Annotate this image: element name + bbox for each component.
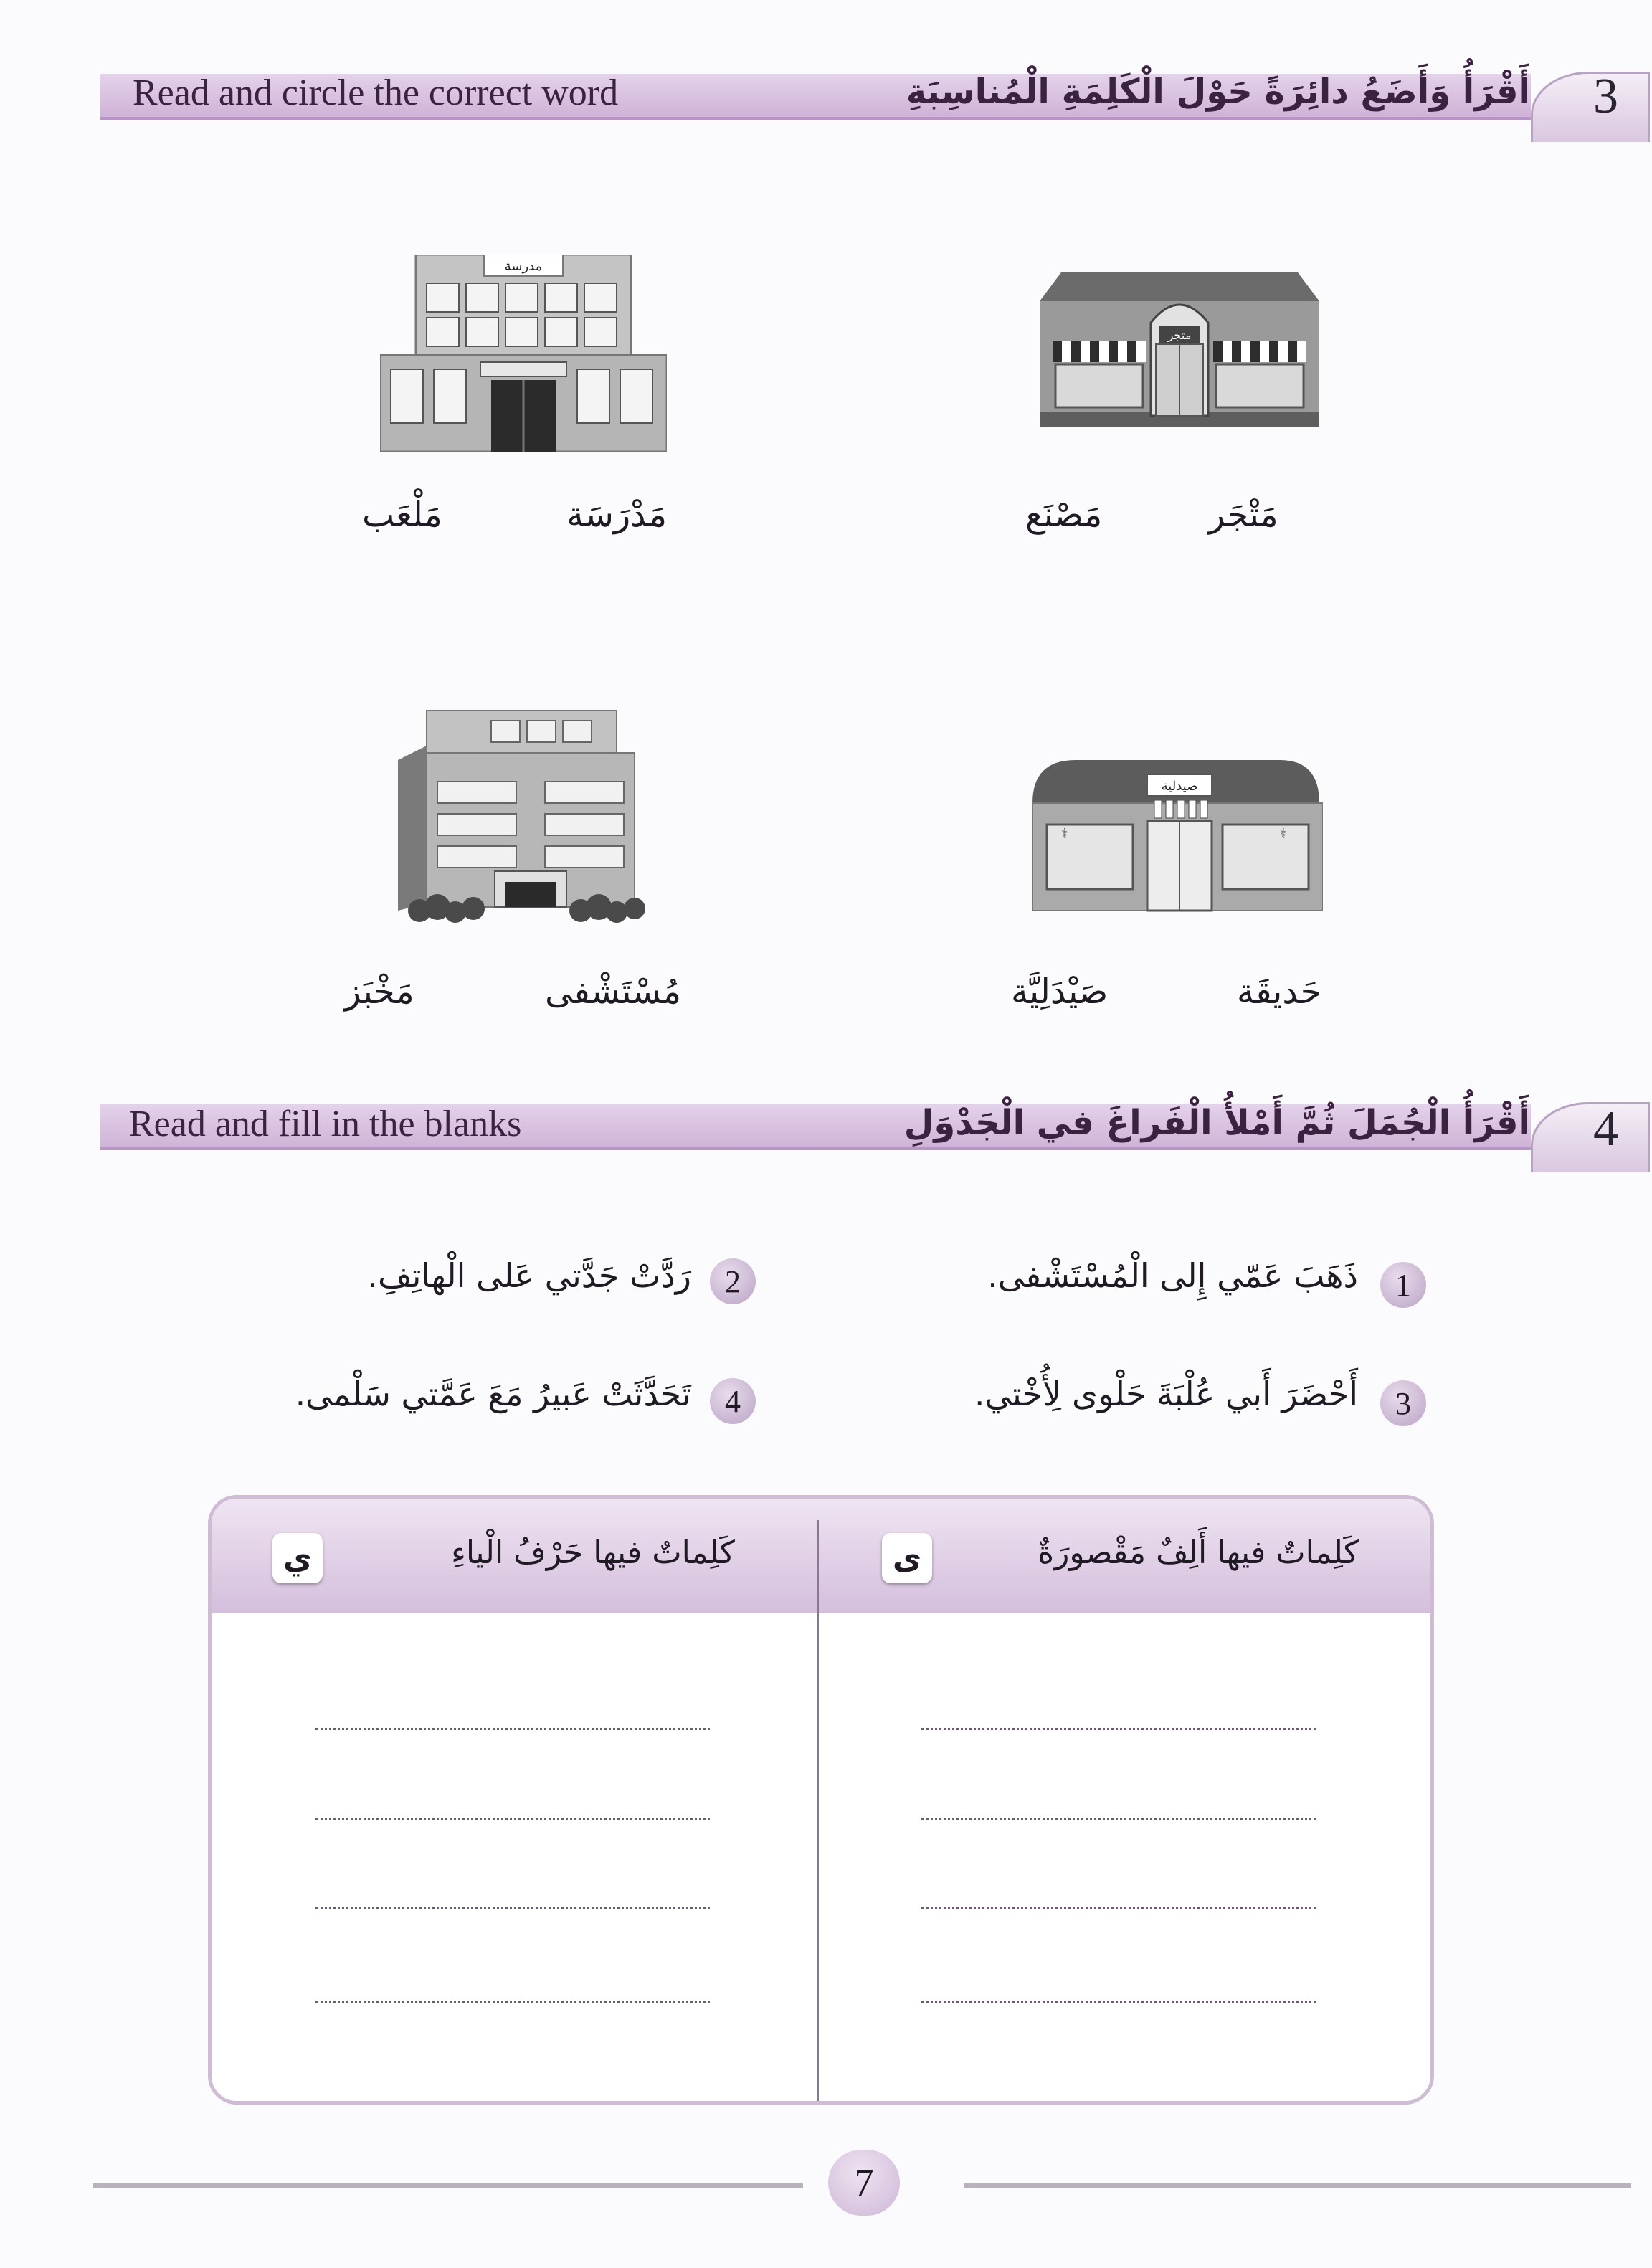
school-image [380, 255, 667, 452]
sentence-number-badge: 4 [710, 1378, 756, 1424]
section-4-number: 4 [1593, 1101, 1618, 1157]
word-option[interactable]: مَصْنَع [1025, 495, 1103, 535]
answer-blank[interactable] [921, 1818, 1316, 1820]
sentence-1: ذَهَبَ عَمّي إِلى الْمُسْتَشْفى. [987, 1256, 1358, 1295]
answer-table [208, 1495, 1434, 2105]
word-option[interactable]: مَلْعَب [362, 495, 442, 535]
store-sign: متجر [1167, 328, 1192, 342]
sentence-4: تَحَدَّثَتْ عَبيرُ مَعَ عَمَّتي سَلْمى. [295, 1375, 691, 1413]
sentence-2: رَدَّتْ جَدَّتي عَلى الْهاتِفِ. [367, 1256, 691, 1295]
sentence-number-badge: 3 [1380, 1380, 1426, 1426]
answer-blank[interactable] [315, 1818, 710, 1820]
answer-blank[interactable] [921, 1907, 1316, 1909]
word-option[interactable]: صَيْدَلِيَّة [1011, 972, 1109, 1012]
sentence-number-badge: 1 [1380, 1262, 1426, 1308]
section-3-number: 3 [1593, 69, 1618, 124]
page-number: 7 [828, 2150, 900, 2216]
word-option[interactable]: مَخْبَز [344, 972, 414, 1012]
section-3-title-ar: أَقْرَأُ وَأَضَعُ دائِرَةً حَوْلَ الْكَلِمَةِ الْمُناسِبَةِ [906, 72, 1530, 112]
answer-blank[interactable] [921, 2001, 1316, 2003]
footer-line-left [93, 2183, 803, 2188]
pharmacy-sign: صيدلية [1161, 779, 1198, 794]
answer-blank[interactable] [315, 1728, 710, 1730]
store-image [1032, 272, 1326, 430]
word-option[interactable]: حَديقَة [1237, 972, 1322, 1012]
section-4-title-en: Read and fill in the blanks [129, 1104, 522, 1144]
word-option[interactable]: مَتْجَر [1208, 495, 1278, 535]
column-title-yaa: كَلِماتٌ فيها حَرْفُ الْياءِ [451, 1534, 735, 1571]
svg-text:⚕: ⚕ [1061, 826, 1068, 841]
column-title-alif-maqsura: كَلِماتٌ فيها أَلِفٌ مَقْصورَةٌ [1038, 1534, 1359, 1571]
footer-line-right [964, 2183, 1631, 2188]
sentence-3: أَحْضَرَ أَبي عُلْبَةَ حَلْوى لِأُخْتي. [974, 1375, 1358, 1413]
svg-text:⚕: ⚕ [1280, 826, 1287, 841]
section-4-title-ar: أَقْرَأُ الْجُمَلَ ثُمَّ أَمْلأُ الْفَراغَ في الْجَدْوَلِ [903, 1103, 1530, 1143]
answer-blank[interactable] [921, 1728, 1316, 1730]
word-option[interactable]: مُسْتَشْفى [545, 972, 682, 1012]
section-3-title-en: Read and circle the correct word [133, 72, 619, 113]
school-sign: مدرسة [504, 259, 543, 274]
column-divider [817, 1520, 819, 2101]
section-4-tab [1531, 1102, 1650, 1172]
sentence-number-badge: 2 [710, 1258, 756, 1304]
pharmacy-image [1032, 753, 1323, 914]
letter-box-yaa: ي [272, 1533, 323, 1583]
answer-blank[interactable] [315, 1907, 710, 1909]
word-option[interactable]: مَدْرَسَة [566, 495, 668, 535]
letter-box-alif-maqsura: ى [882, 1533, 932, 1583]
section-3-tab [1531, 72, 1650, 142]
answer-blank[interactable] [315, 2001, 710, 2003]
hospital-image [398, 710, 645, 925]
